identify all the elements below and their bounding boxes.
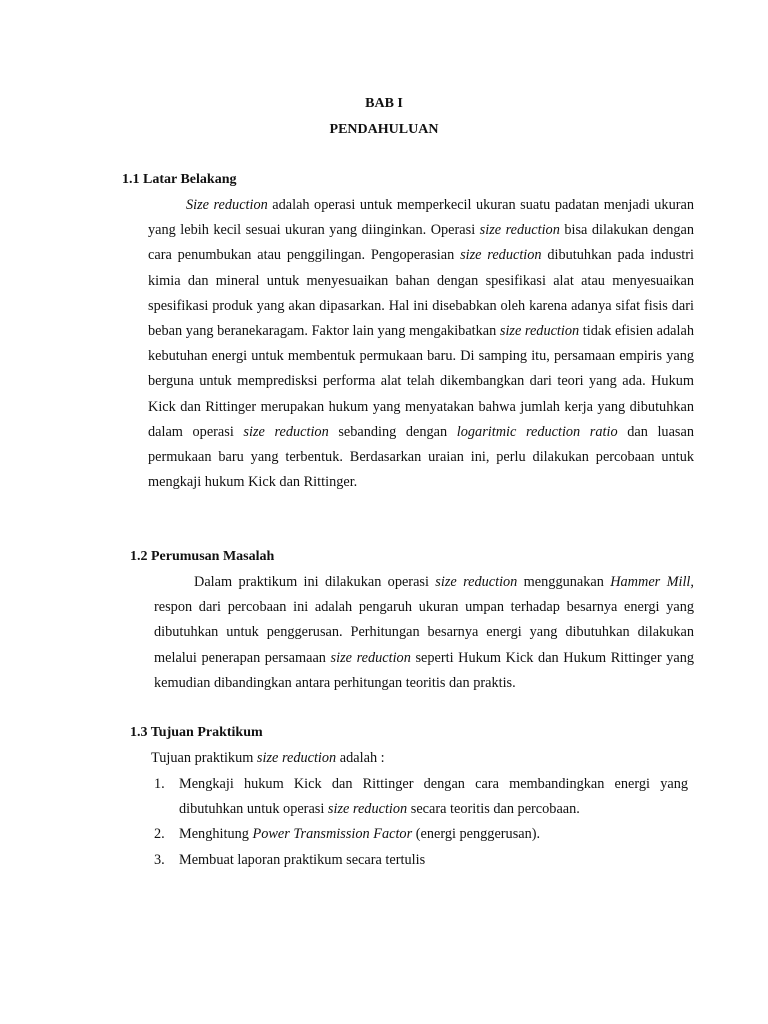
italic-term: size reduction (499, 323, 580, 340)
objectives-list (154, 772, 688, 873)
text-run: Menghitung (179, 826, 253, 843)
text-run: Dalam praktikum ini dilakukan operasi (194, 574, 436, 590)
list-item-number: 3. (154, 851, 165, 868)
text-run: Membuat laporan praktikum secara tertulis (179, 851, 426, 868)
text-run: dibutuhkan pada industri kimia dan mineral untuk menyesuaikan bahan dengan spesifikasi alat atau menyesuaikan spesifikasi produk yang akan dipasarkan. Hal ini disebabkan oleh karena adanya sifat fisis dari beban yang beranekaragam. Faktor lain yang mengakibatkan (148, 247, 694, 340)
text-run: tidak efisien adalah kebutuhan energi untuk membentuk permukaan baru. Di samping itu, persamaan empiris yang berguna untuk mempredisksi performa alat telah dikembangkan dari teori yang ada. Hukum Kick dan Rittinger merupakan hukum yang menyatakan bahwa jumlah kerja yang dibutuhkan dalam operasi (148, 323, 694, 440)
list-item-text (179, 852, 425, 868)
list-item (154, 848, 688, 873)
italic-term: logaritmic reduction ratio (456, 423, 618, 440)
section-heading-tujuan-praktikum: 1.3 Tujuan Praktikum (130, 725, 263, 740)
text-run: seperti Hukum Kick dan Hukum Rittinger yang kemudian dibandingkan antara perhitungan teoritis dan praktis. (154, 649, 694, 691)
chapter-title: PENDAHULUAN (329, 122, 439, 137)
list-item-text (179, 776, 688, 817)
italic-term: size reduction (479, 222, 560, 239)
text-run: bisa dilakukan dengan cara penumbukan atau penggilingan. Pengoperasian (148, 222, 695, 264)
italic-term: Power Transmission Factor (252, 826, 413, 843)
section-paragraph-perumusan-masalah (154, 570, 694, 696)
text-run: secara teoritis dan percobaan. (407, 801, 580, 818)
list-item (154, 822, 688, 847)
text-run: (energi penggerusan). (412, 826, 541, 843)
section-paragraph-latar-belakang (148, 193, 694, 495)
text-run: menggunakan (517, 574, 611, 590)
section-heading-latar-belakang: 1.1 Latar Belakang (122, 172, 237, 187)
list-item (154, 772, 688, 822)
italic-term: size reduction (327, 801, 408, 818)
italic-term: size reduction (435, 574, 518, 590)
text-run: adalah : (336, 750, 385, 766)
section-heading-perumusan-masalah: 1.2 Perumusan Masalah (130, 549, 275, 564)
italic-term: size reduction (256, 750, 337, 766)
italic-term: size reduction (243, 423, 329, 440)
text-run: , respon dari percobaan ini adalah pengaruh ukuran umpan terhadap besarnya energi yang dibutuhkan untuk penggerusan. Perhitungan besarnya energi yang dibutuhkan dilakukan melalui penerapan persamaan (154, 574, 694, 666)
chapter-label: BAB I (365, 96, 403, 111)
italic-term: size reduction (460, 247, 542, 264)
list-item-number: 1. (154, 776, 165, 792)
italic-term: size reduction (330, 649, 411, 666)
text-run: dan luasan permukaan baru yang terbentuk. Berdasarkan uraian ini, perlu dilakukan percobaan untuk mengkaji hukum Kick dan Rittinger. (148, 423, 694, 491)
list-item-number: 2. (154, 826, 165, 843)
italic-term: Size reduction (186, 197, 268, 213)
text-run: adalah operasi untuk memperkecil ukuran suatu padatan menjadi ukuran yang lebih kecil sesuai ukuran yang diinginkan. Operasi (148, 197, 694, 239)
text-run: sebanding dengan (328, 423, 457, 440)
objectives-intro (151, 746, 385, 771)
text-run: Tujuan praktikum (151, 750, 257, 766)
list-item-text (179, 826, 540, 842)
text-run: Mengkaji hukum Kick dan Rittinger dengan cara membandingkan energi yang dibutuhkan untuk operasi (179, 776, 688, 818)
italic-term: Hammer Mill (610, 574, 691, 590)
